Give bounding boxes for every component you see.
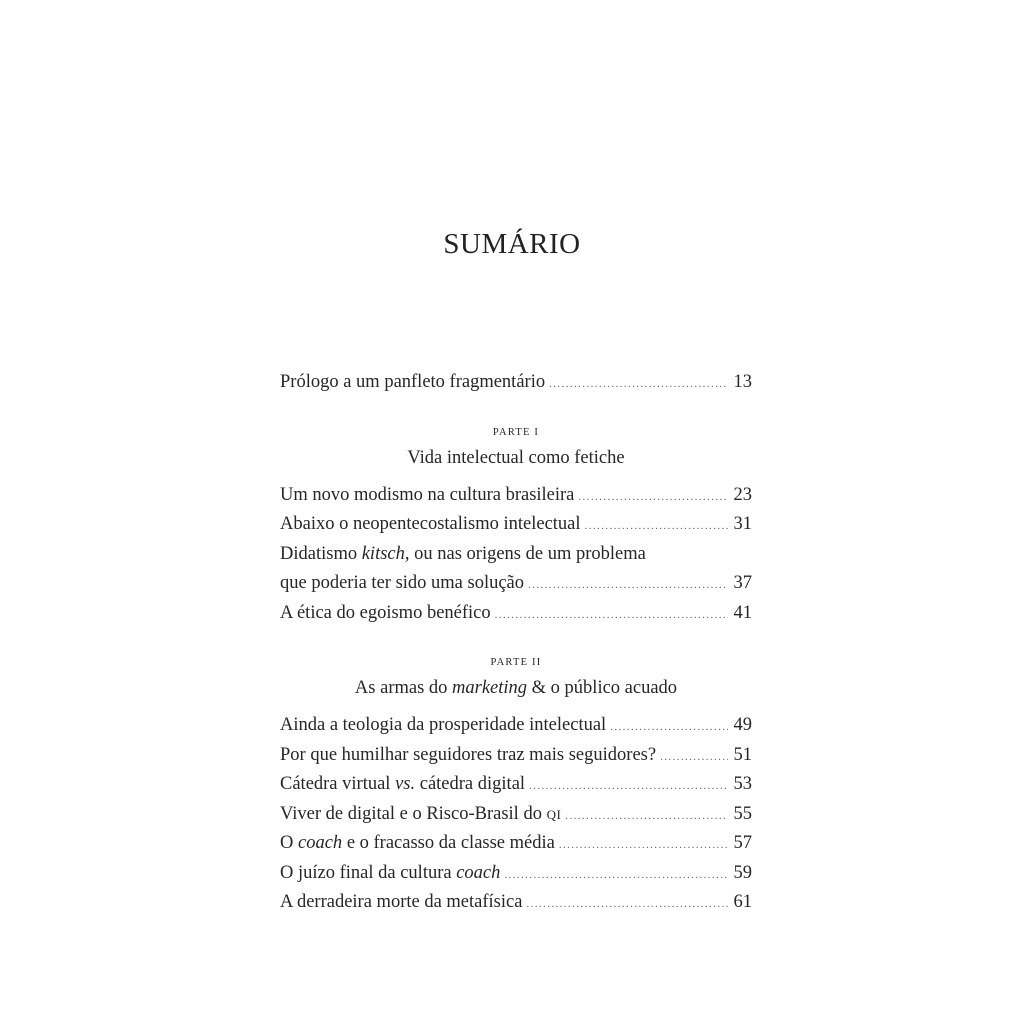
toc-entry[interactable] — [280, 741, 752, 771]
table-of-contents — [280, 368, 752, 918]
dot-leader — [529, 772, 728, 802]
part-label: PARTE I — [492, 426, 540, 438]
toc-entry[interactable] — [280, 510, 752, 540]
page-title: SUMÁRIO — [443, 228, 581, 260]
toc-entry[interactable] — [280, 770, 752, 800]
part-title — [280, 673, 752, 703]
toc-entry-text — [280, 859, 500, 889]
toc-entry[interactable] — [280, 569, 752, 599]
dot-leader — [495, 601, 728, 631]
toc-entry[interactable] — [280, 859, 752, 889]
page-number: 37 — [733, 573, 752, 593]
dot-leader — [504, 861, 728, 891]
toc-entry-text: Um novo modismo na cultura brasileira — [280, 484, 575, 505]
toc-entry-text: que poderia ter sido uma solução — [280, 573, 525, 593]
dot-leader — [549, 370, 728, 400]
part-title: Vida intelectual como fetiche — [407, 447, 625, 468]
toc-entry-text-part: e o fracasso da classe média — [342, 833, 555, 853]
page-number: 49 — [733, 715, 752, 735]
part-title-text: & o público acuado — [527, 678, 678, 698]
toc-entry[interactable] — [280, 800, 752, 830]
toc-entry-text: , ou nas origens de um problema — [404, 543, 646, 564]
page-number: 61 — [733, 892, 752, 912]
dot-leader — [610, 713, 728, 743]
part-title-italic: marketing — [452, 678, 528, 698]
toc-entry[interactable] — [280, 829, 752, 859]
dot-leader — [585, 512, 728, 542]
page-number: 23 — [733, 484, 752, 505]
toc-entry-text: Prólogo a um panfleto fragmentário — [280, 372, 546, 392]
toc-entry-text: A derradeira morte da metafísica — [280, 892, 523, 912]
toc-entry-text: Didatismo — [280, 543, 362, 564]
toc-entry-italic: coach — [456, 862, 501, 883]
part-label: PARTE II — [490, 657, 542, 668]
page-number: 51 — [733, 744, 752, 765]
dot-leader — [528, 571, 728, 601]
toc-entry-first-line[interactable] — [280, 540, 752, 570]
page-number: 53 — [733, 774, 752, 794]
toc-entry[interactable] — [280, 481, 752, 511]
toc-entry-text: A ética do egoismo benéfico — [280, 602, 491, 623]
dot-leader — [565, 802, 728, 832]
toc-entry-text — [280, 829, 555, 859]
dot-leader — [526, 890, 728, 920]
toc-entry-italic: vs. — [395, 774, 416, 794]
toc-entry-italic: coach — [298, 833, 343, 853]
page-number: 57 — [733, 833, 752, 853]
toc-entry-text: Por que humilhar seguidores traz mais seguidores? — [280, 744, 657, 765]
page-number: 59 — [733, 862, 752, 883]
dot-leader — [660, 743, 728, 773]
toc-entry-small-caps: QI — [546, 806, 562, 822]
dot-leader — [578, 483, 728, 513]
page-number: 55 — [733, 803, 752, 824]
toc-entry-text: Abaixo o neopentecostalismo intelectual — [280, 514, 581, 534]
toc-entry-text — [280, 800, 561, 830]
toc-entry-text-part: O juízo final da cultura — [280, 862, 457, 883]
toc-entry[interactable] — [280, 711, 752, 741]
toc-entry-text-part: O — [280, 833, 298, 853]
toc-entry[interactable] — [280, 599, 752, 629]
toc-entry-prologue[interactable] — [280, 368, 752, 398]
toc-entry-text-part: Cátedra virtual — [280, 774, 396, 794]
toc-entry-italic: kitsch — [361, 543, 405, 564]
toc-entry-text: Ainda a teologia da prosperidade intelectual — [280, 715, 607, 735]
dot-leader — [559, 831, 728, 861]
page-number: 31 — [733, 514, 752, 534]
part-title-text: As armas do — [354, 678, 453, 698]
page-number: 13 — [733, 372, 752, 392]
toc-entry-text — [280, 770, 525, 800]
toc-entry-text-part: Viver de digital e o Risco-Brasil do — [280, 803, 547, 824]
toc-entry-text-part: cátedra digital — [415, 774, 526, 794]
page-number: 41 — [733, 602, 752, 623]
toc-entry[interactable] — [280, 888, 752, 918]
